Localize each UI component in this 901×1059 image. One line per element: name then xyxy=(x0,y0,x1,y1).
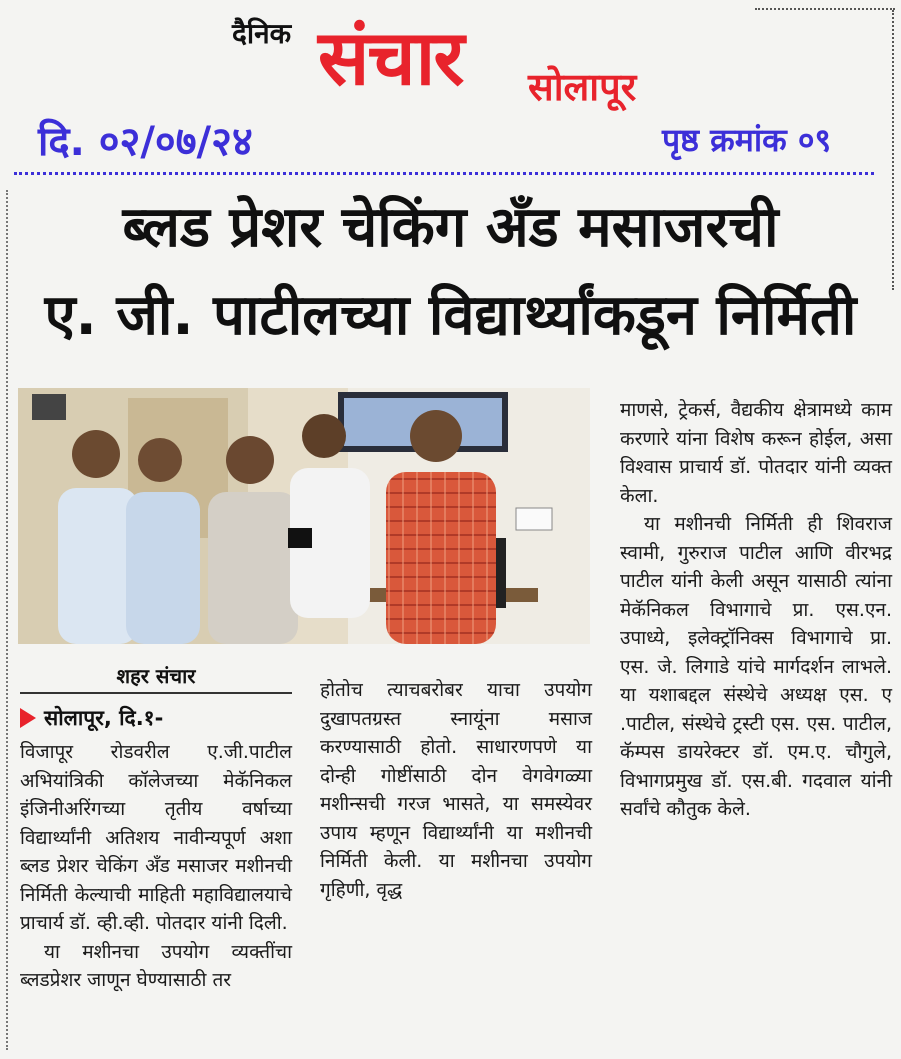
decorative-dotted-border xyxy=(755,8,895,10)
section-divider xyxy=(20,692,292,694)
article-column-3 xyxy=(620,396,892,824)
page-number: पृष्ठ क्रमांक ०९ xyxy=(662,121,832,159)
article-paragraph: या मशीनची निर्मिती ही शिवराज स्वामी, गुरुराज पाटील आणि वीरभद्र पाटील यांनी केली असून यासाठी त्यांना मेकॅनिकल विभागाचे प्रा. एस.एन. उपाध्ये, इलेक्ट्रॉनिक्स विभागाचे प्रा. एस. जे. लिगाडे यांचे मार्गदर्शन लाभले. या यशाबद्दल संस्थेचे अध्यक्ष एस. ए .पाटील, संस्थेचे ट्रस्टी एस. एस. पाटील, कॅम्पस डायरेक्टर डॉ. एम.ए. चौगुले, विभागप्रमुख डॉ. एस.बी. गदवाल यांनी सर्वांचे कौतुक केले. xyxy=(620,513,892,820)
headline-line-2: ए. जी. पाटीलच्या विद्यार्थ्यांकडून निर्मिती xyxy=(44,283,857,348)
issue-date: दि. ०२/०७/२४ xyxy=(38,119,253,165)
masthead-brand: संचार xyxy=(318,13,463,102)
article-paragraph: विजापूर रोडवरील ए.जी.पाटील अभियांत्रिकी कॉलेजच्या मेकॅनिकल इंजिनीअरिंगच्या तृतीय वर्षाच्या विद्यार्थ्यांनी अतिशय नावीन्यपूर्ण अशा ब्लड प्रेशर चेकिंग अँड मसाजर मशीनची निर्मिती केल्याची माहिती महाविद्यालयाचे प्राचार्य डॉ. व्ही.व्ही. पोतदार यांनी दिली. xyxy=(20,741,292,934)
article-paragraph: माणसे, ट्रेकर्स, वैद्यकीय क्षेत्रामध्ये काम करणारे यांना विशेष करून होईल, असा विश्वास प्राचार्य डॉ. पोतदार यांनी व्यक्त केला. xyxy=(620,399,892,507)
article-paragraph: होतोच त्याचबरोबर याचा उपयोग दुखापतग्रस्त स्नायूंना मसाज करण्यासाठी होतो. साधारणपणे या दोन्ही गोष्टींसाठी दोन वेगवेगळ्या मशीन्सची गरज भासते, या समस्येवर उपाय म्हणून विद्यार्थ्यांनी या मशीनची निर्मिती केली. या मशीनचा उपयोग गृहिणी, वृद्ध xyxy=(320,679,592,901)
article-column-2 xyxy=(320,676,592,904)
headline-line-1: ब्लड प्रेशर चेकिंग अँड मसाजरची xyxy=(122,195,779,260)
dateline-text: सोलापूर, दि.१- xyxy=(44,706,164,730)
section-tag: शहर संचार xyxy=(116,664,196,688)
article-column-1 xyxy=(20,738,292,995)
masthead-divider xyxy=(14,172,874,175)
triangle-marker-icon xyxy=(20,708,36,728)
masthead-daily: दैनिक xyxy=(232,17,292,50)
article-paragraph: या मशीनचा उपयोग व्यक्तींचा ब्लडप्रेशर जाणून घेण्यासाठी तर xyxy=(20,940,292,991)
news-photo xyxy=(18,388,590,644)
dateline xyxy=(20,704,163,732)
masthead-city: सोलापूर xyxy=(528,65,637,109)
